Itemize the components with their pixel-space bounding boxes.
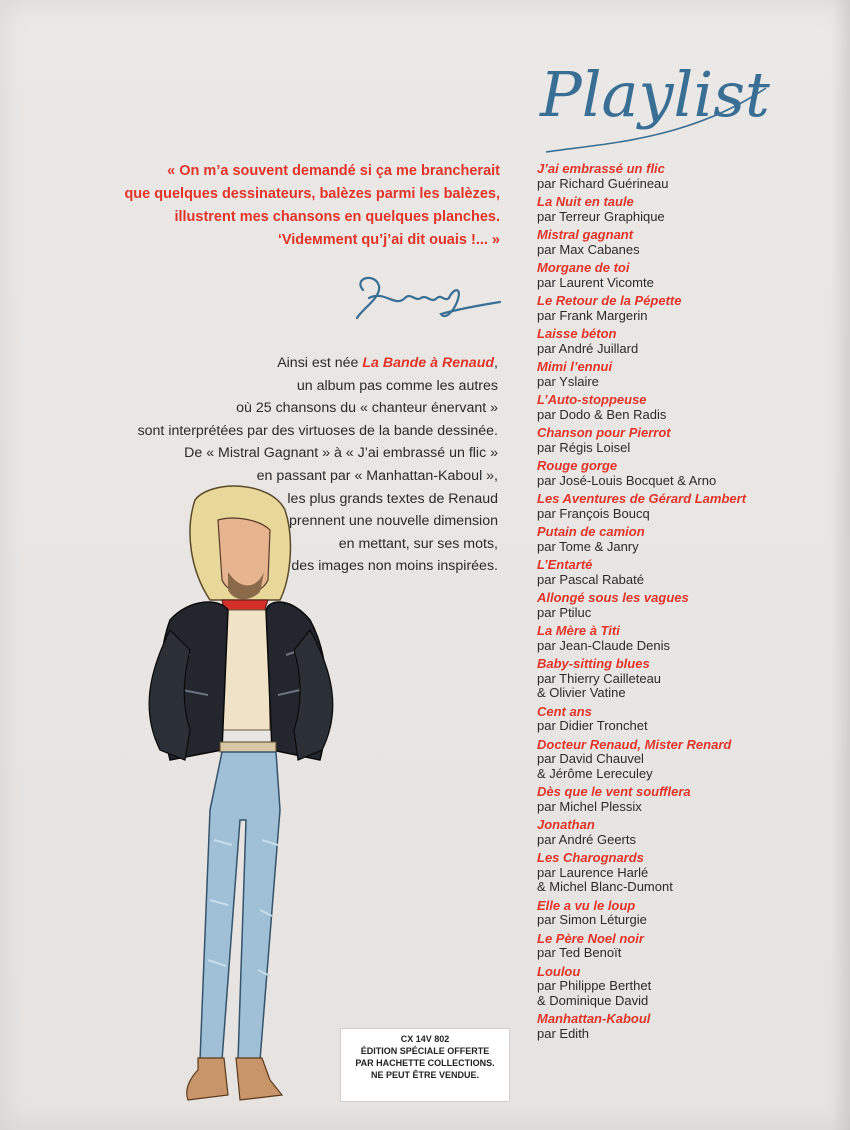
playlist-item: [537, 705, 837, 734]
song-artist: par Max Cabanes: [537, 241, 640, 257]
song-title: Allongé sous les vagues: [537, 590, 689, 605]
song-title: Morgane de toi: [537, 260, 630, 275]
renaud-signature: [345, 268, 505, 328]
album-title: La Bande à Renaud: [362, 355, 495, 371]
playlist-item: [537, 393, 837, 422]
song-artist: par Thierry Cailleteau & Olivier Vatine: [537, 670, 662, 700]
playlist-item: [537, 294, 837, 323]
song-title: J’ai embrassé un flic: [537, 161, 665, 176]
intro-line: en passant par « Manhattan-Kaboul »,: [256, 467, 498, 484]
playlist-item: [537, 738, 837, 782]
song-title: Mimi l’ennui: [537, 359, 613, 374]
playlist-item: [537, 965, 837, 1009]
intro-line: un album pas comme les autres: [296, 377, 498, 394]
song-title: Rouge gorge: [537, 458, 618, 473]
playlist-item: [537, 818, 837, 847]
song-artist: par Ptiluc: [537, 604, 592, 620]
song-artist: par André Geerts: [537, 831, 636, 847]
song-artist: par Terreur Graphique: [537, 208, 665, 224]
song-artist: par Simon Léturgie: [537, 912, 647, 927]
song-artist: par Richard Guérineau: [537, 175, 669, 191]
intro-line: De « Mistral Gagnant » à « J’ai embrassé un flic »: [184, 445, 498, 462]
song-artist: par Michel Plessix: [537, 798, 642, 814]
legal-line-2: PAR HACHETTE COLLECTIONS.: [355, 1058, 495, 1068]
song-artist: par Didier Tronchet: [537, 718, 648, 733]
song-title: Chanson pour Pierrot: [537, 425, 671, 440]
song-title: Manhattan-Kaboul: [537, 1011, 651, 1026]
song-title: Les Aventures de Gérard Lambert: [537, 491, 747, 506]
intro-line: prennent une nouvelle dimension: [288, 513, 498, 530]
singer-illustration: [110, 480, 370, 1120]
playlist-item: [537, 525, 837, 554]
song-artist: par Laurent Vicomte: [537, 274, 654, 290]
song-artist: par Jean-Claude Denis: [537, 637, 670, 653]
song-title: Cent ans: [537, 703, 592, 719]
playlist-item: [537, 261, 837, 290]
special-edition-notice: [340, 1028, 510, 1102]
playlist-item: [537, 932, 837, 961]
song-title: Jonathan: [537, 817, 595, 832]
song-title: Laisse béton: [537, 326, 617, 341]
playlist-item: [537, 426, 837, 455]
song-artist: par Frank Margerin: [537, 307, 648, 323]
playlist-item: [537, 195, 837, 224]
legal-line-3: NE PEUT ÊTRE VENDUE.: [370, 1070, 480, 1080]
song-artist: par Régis Loisel: [537, 439, 631, 455]
playlist-item: [537, 459, 837, 488]
song-title: Docteur Renaud, Mister Renard: [537, 736, 732, 752]
song-title: Loulou: [537, 963, 581, 979]
intro-line: des images non moins inspirées.: [291, 558, 498, 575]
playlist-item: [537, 492, 837, 521]
intro-line: en mettant, sur ses mots,: [338, 535, 498, 552]
intro-line: sont interprétées par des virtuoses de la bande dessinée.: [137, 422, 498, 439]
playlist-item: [537, 558, 837, 587]
song-title: Putain de camion: [537, 524, 645, 539]
product-code: CX 14V 802: [400, 1034, 450, 1044]
intro-line: où 25 chansons du « chanteur énervant »: [236, 400, 498, 417]
song-artist: par André Juillard: [537, 340, 639, 356]
song-title: Dès que le vent soufflera: [537, 784, 691, 799]
song-artist: par Edith: [537, 1025, 590, 1041]
playlist-item: [537, 228, 837, 257]
song-title: La Mère à Titi: [537, 623, 620, 638]
playlist-item: [537, 1012, 837, 1041]
intro-line: les plus grands textes de Renaud: [287, 490, 498, 507]
playlist-item: [537, 360, 837, 389]
playlist-item: [537, 785, 837, 814]
playlist-list: [537, 162, 837, 1045]
playlist-title: [536, 48, 776, 158]
intro-prefix: Ainsi est née: [277, 355, 363, 371]
playlist-item: [537, 851, 837, 895]
song-title: Le Retour de la Pépette: [537, 293, 682, 308]
song-title: Le Père Noel noir: [537, 930, 644, 946]
playlist-item: [537, 162, 837, 191]
song-title: L’Auto-stoppeuse: [537, 392, 647, 407]
song-title: Mistral gagnant: [537, 227, 634, 242]
song-artist: par Pascal Rabaté: [537, 571, 644, 587]
song-artist: par Ted Benoït: [537, 945, 622, 960]
playlist-title-text: Playlist: [540, 58, 770, 131]
song-artist: par David Chauvel & Jérôme Lereculey: [537, 751, 653, 781]
intro-first-line: Ainsi est née La Bande à Renaud,: [277, 355, 498, 371]
playlist-item: [537, 657, 837, 701]
playlist-item: [537, 899, 837, 928]
song-artist: par Dodo & Ben Radis: [537, 406, 667, 422]
song-title: L’Entarté: [537, 557, 593, 572]
playlist-item: [537, 591, 837, 620]
playlist-item: [537, 327, 837, 356]
song-title: Les Charognards: [537, 850, 644, 865]
song-title: Elle a vu le loup: [537, 897, 636, 913]
song-title: Baby-sitting blues: [537, 656, 650, 671]
renaud-quote: « On m’a souvent demandé si ça me brancherait que quelques dessinateurs, balèzes parmi les balèzes, illustrent mes chansons en quelques planches. ‘Vidемment qu’j’ai dit ouais !... »: [124, 163, 500, 248]
song-title: La Nuit en taule: [537, 194, 634, 209]
song-artist: par Yslaire: [537, 373, 599, 389]
song-artist: par François Boucq: [537, 505, 650, 521]
song-artist: par José-Louis Bocquet & Arno: [537, 472, 717, 488]
legal-line-1: ÉDITION SPÉCIALE OFFERTE: [360, 1046, 490, 1056]
playlist-item: [537, 624, 837, 653]
song-artist: par Tome & Janry: [537, 538, 639, 554]
song-artist: par Philippe Berthet & Dominique David: [537, 978, 652, 1008]
song-artist: par Laurence Harlé & Michel Blanc-Dumont: [537, 864, 673, 894]
